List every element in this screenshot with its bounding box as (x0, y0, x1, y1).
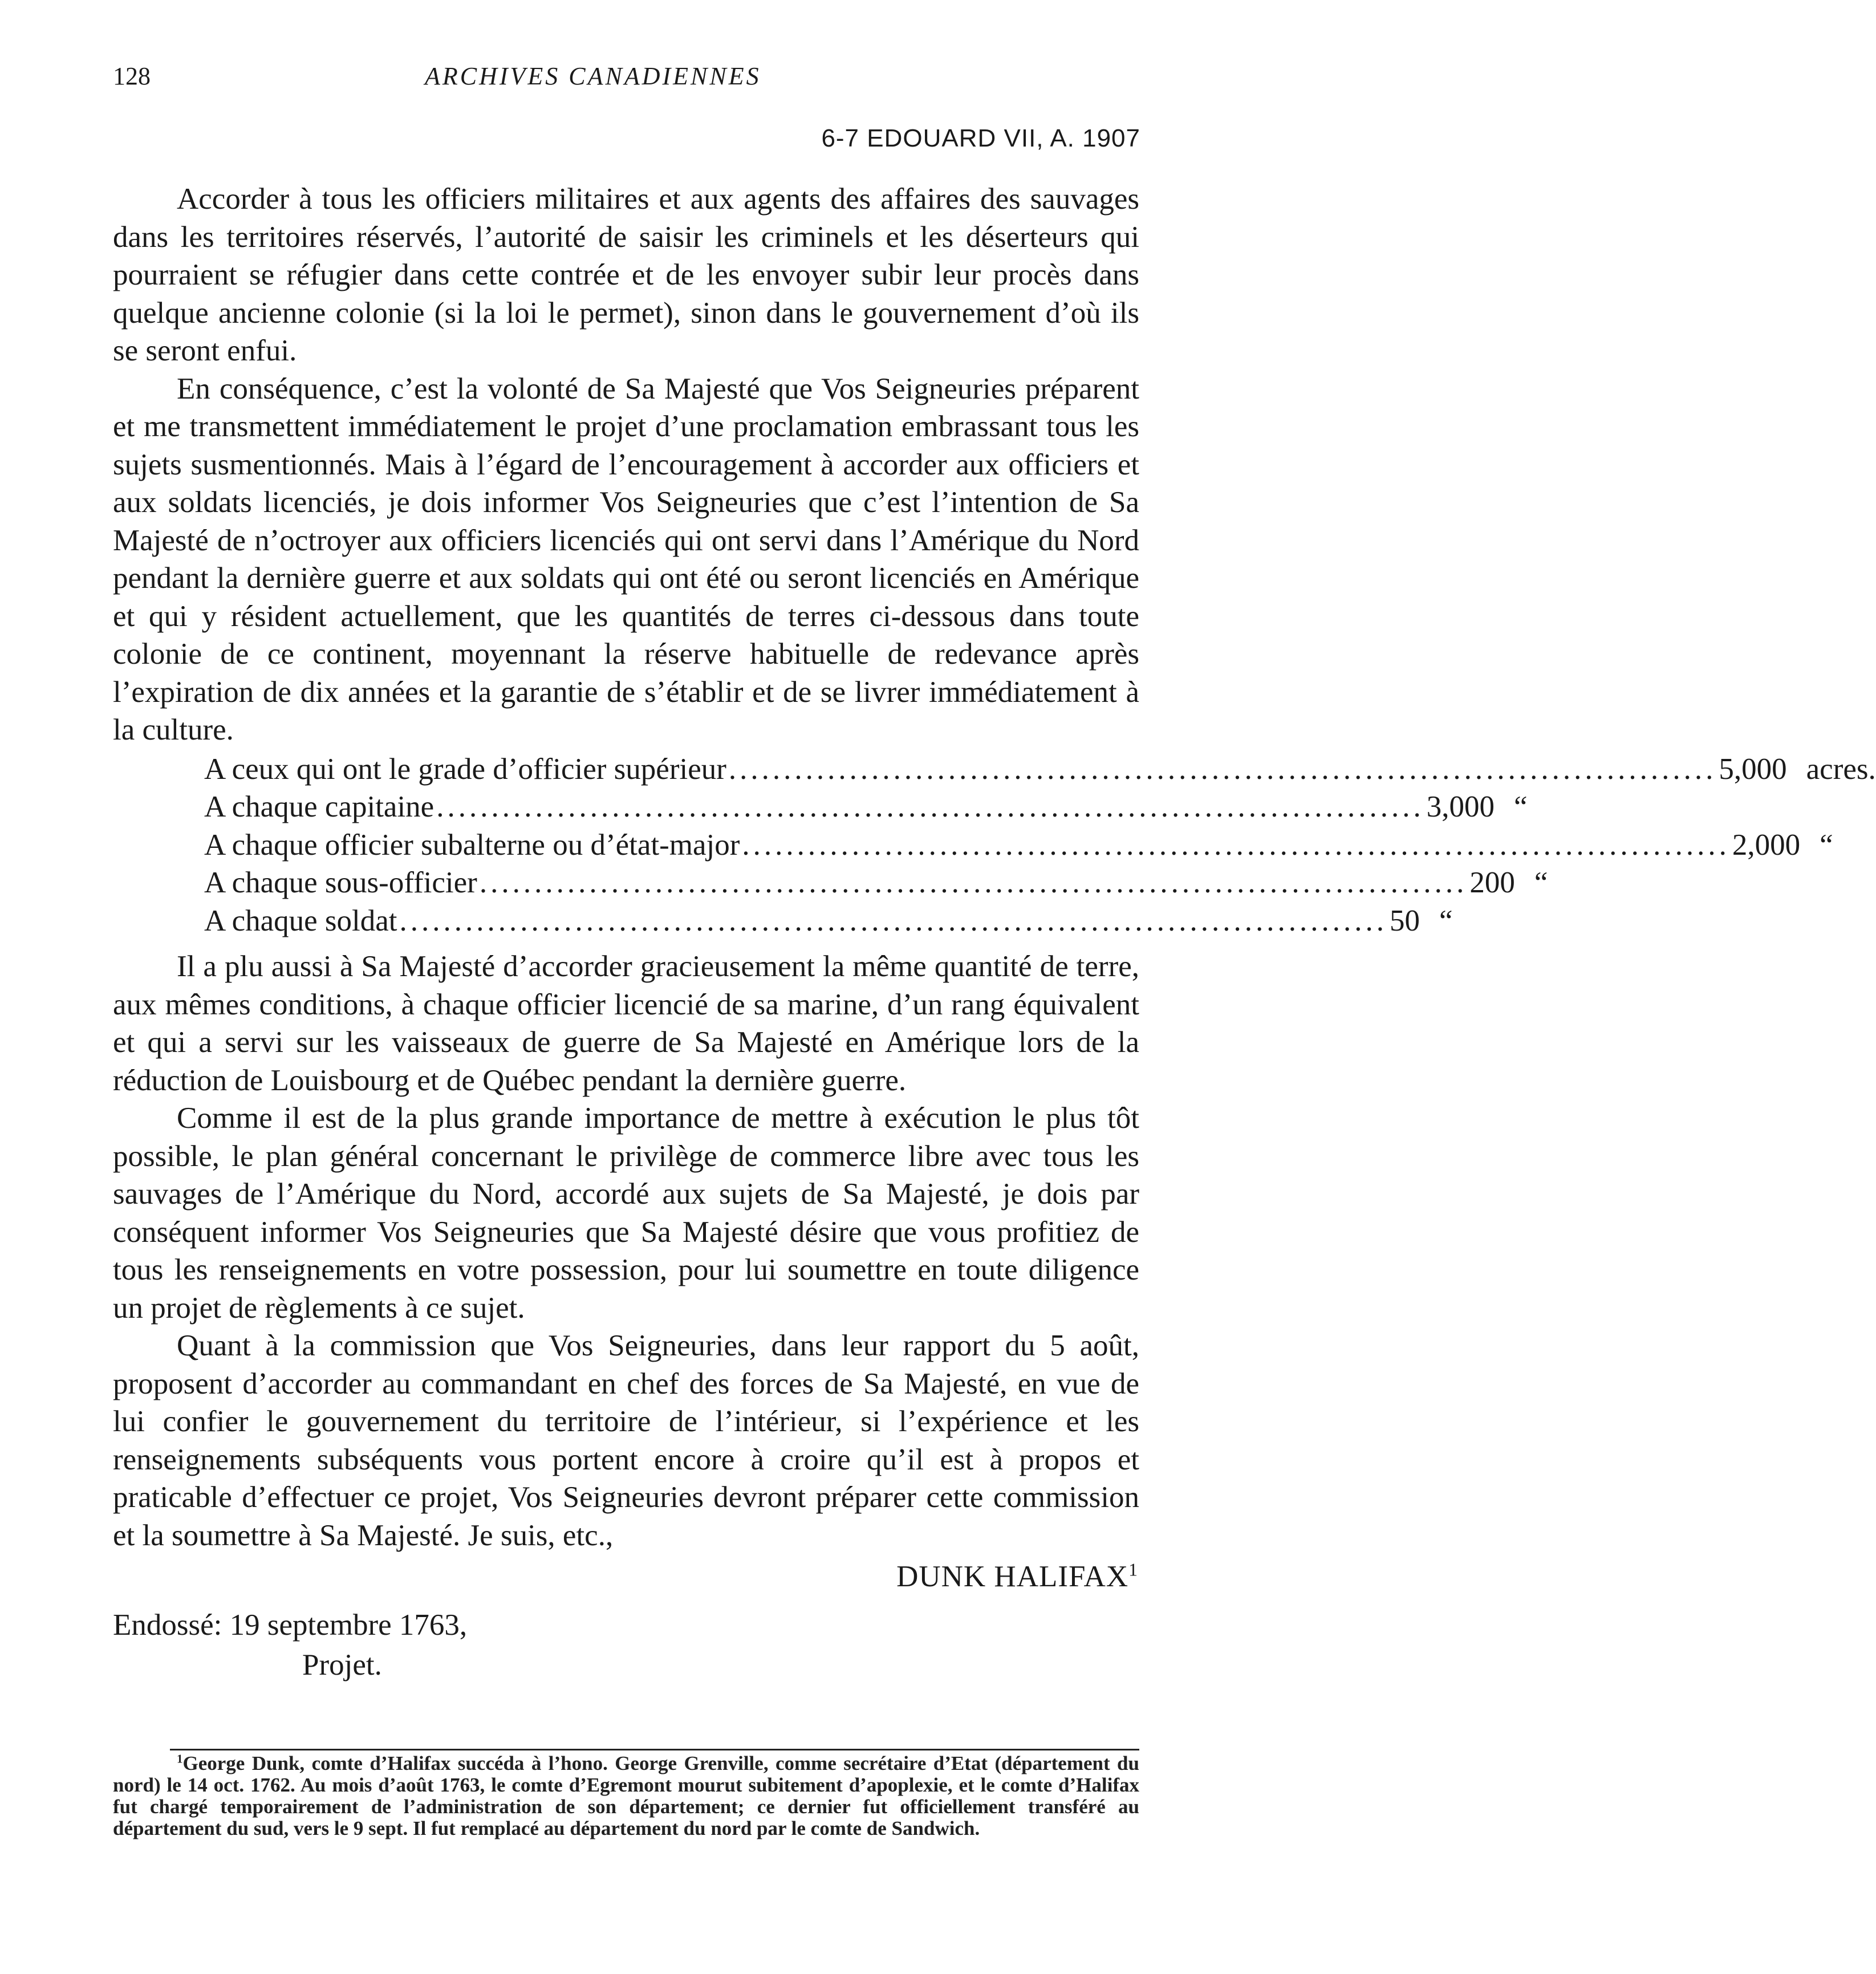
dot-leader: .......................................................................................... (436, 790, 1424, 823)
signature (113, 1558, 1139, 1596)
footnote-divider (170, 1749, 1139, 1750)
allocation-label: A ceux qui ont le grade d’officier supérieur (204, 752, 726, 786)
allocation-row (204, 788, 1528, 826)
paragraph: Quant à la commission que Vos Seigneuries, dans leur rapport du 5 août, proposent d’accorder au commandant en chef des forces de Sa Majesté, en vue de lui confier le gouvernement du territoire de l’intérieur, si l’expérience et les renseignements subséquents vous portent encore à croire qu’il est à propos et praticable d’effectuer ce projet, Vos Seigneuries devront préparer cette commission et la soumettre à Sa Majesté. Je suis, etc., (113, 1329, 1139, 1552)
allocation-row (204, 750, 1876, 789)
allocation-unit: “ (1513, 790, 1528, 823)
allocation-value: 2,000 (1732, 828, 1801, 862)
allocation-row (204, 864, 1548, 902)
paragraph: Il a plu aussi à Sa Majesté d’accorder gracieusement la même quantité de terre, aux mêmes conditions, à chaque officier licencié de sa marine, d’un rang équivalent et qui a servi sur les vaisseaux de guerre de Sa Majesté en Amérique lors de la réduction de Louisbourg et de Québec pendant la dernière guerre. (113, 950, 1139, 1097)
allocation-value: 3,000 (1426, 790, 1495, 823)
body-text (113, 180, 1876, 1684)
dot-leader: .......................................................................................... (728, 752, 1717, 786)
allocation-value: 5,000 (1719, 752, 1787, 786)
dot-leader: .......................................................................................... (399, 904, 1388, 937)
footnote-reference: 1 (1128, 1559, 1138, 1580)
allocation-label: A chaque soldat (204, 904, 397, 937)
land-allocation-table (204, 750, 1876, 940)
footnote-mark: 1 (177, 1752, 183, 1766)
allocation-unit: acres. (1806, 752, 1876, 786)
allocation-unit: “ (1534, 866, 1548, 899)
page-number: 128 (113, 62, 151, 90)
allocation-row (204, 826, 1833, 864)
allocation-unit: “ (1439, 904, 1453, 937)
paragraph: En conséquence, c’est la volonté de Sa Majesté que Vos Seigneuries préparent et me transmettent immédiatement le projet d’une proclamation embrassant tous les sujets susmentionnés. Mais à l’égard de l’encouragement à accorder aux officiers et aux soldats licenciés, je dois informer Vos Seigneuries que c’est l’intention de Sa Majesté de n’octroyer aux officiers licenciés qui ont servi dans l’Amérique du Nord pendant la dernière guerre et aux soldats qui ont été ou seront licenciés en Amérique et qui y résident actuellement, que les quantités de terres ci-dessous dans toute colonie de ce continent, moyennant la réserve habituelle de redevance après l’expiration de dix années et la garantie de s’établir et de se livrer immédiatement à la culture. (113, 372, 1139, 746)
footnote (113, 1753, 1139, 1839)
paragraph: Accorder à tous les officiers militaires et aux agents des affaires des sauvages dans les territoires réservés, l’autorité de saisir les criminels et les déserteurs qui pourraient se réfugier dans cette contrée et de les envoyer subir leur procès dans quelque ancienne colonie (si la loi le permet), sinon dans le gouvernement d’où ils se seront enfui. (113, 182, 1139, 367)
dot-leader: .......................................................................................... (742, 828, 1730, 862)
endorsement: Endossé: 19 septembre 1763, (113, 1608, 468, 1642)
signature-name: DUNK HALIFAX (896, 1560, 1129, 1593)
allocation-row (204, 902, 1453, 940)
allocation-label: A chaque officier subalterne ou d’état-major (204, 828, 740, 862)
allocation-value: 50 (1390, 904, 1420, 937)
allocation-label: A chaque sous-officier (204, 866, 477, 899)
footnote-text: George Dunk, comte d’Halifax succéda à l’hono. George Grenville, comme secrétaire d’Etat (département du nord) le 14 oct. 1762. Au mois d’août 1763, le comte d’Egremont mourut subitement d’apoplexie, et le comte d’Halifax fut chargé temporairement de l’administration de son département; ce dernier fut officiellement transféré au département du sud, vers le 9 sept. Il fut remplacé au département du nord par le comte de Sandwich. (113, 1752, 1139, 1839)
dot-leader: .......................................................................................... (479, 866, 1468, 899)
paragraph: Comme il est de la plus grande importance de mettre à exécution le plus tôt possible, le plan général concernant le privilège de commerce libre avec tous les sauvages de l’Amérique du Nord, accordé aux sujets de Sa Majesté, je dois par conséquent informer Vos Seigneuries que Sa Majesté désire que vous profitiez de tous les renseignements en votre possession, pour lui soumettre en toute diligence un projet de règlements à ce sujet. (113, 1102, 1139, 1325)
running-title: ARCHIVES CANADIENNES (425, 62, 761, 90)
endorsement-note: Projet. (302, 1648, 382, 1681)
volume-label: 6-7 EDOUARD VII, A. 1907 (821, 124, 1140, 152)
allocation-unit: “ (1820, 828, 1833, 862)
allocation-value: 200 (1469, 866, 1515, 899)
allocation-label: A chaque capitaine (204, 790, 435, 823)
